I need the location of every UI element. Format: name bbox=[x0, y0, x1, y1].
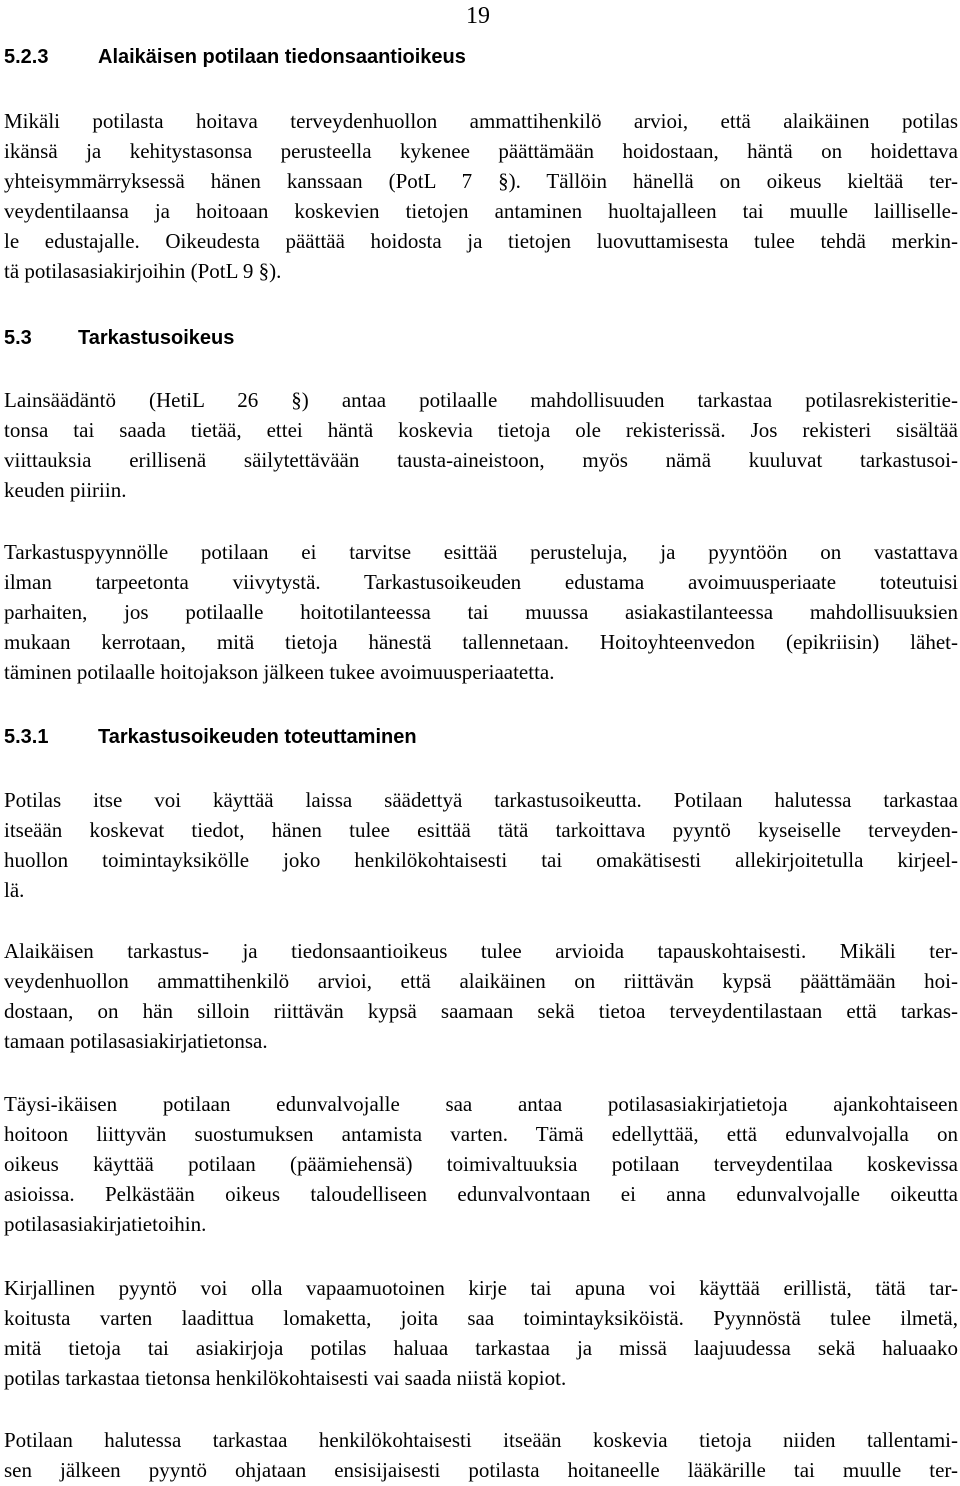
paragraph bbox=[4, 1089, 958, 1239]
text-line: Mikäli potilasta hoitava terveydenhuollon ammattihenkilö arvioi, että alaikäinen potilas bbox=[4, 109, 958, 133]
text-line: huollon toimintayksikölle joko henkilökohtaisesti tai omakätisesti allekirjoitetulla kirjeel- bbox=[4, 848, 958, 872]
text-line: veydenhuollon ammattihenkilö arvioi, että alaikäinen on riittävän kypsä päättämään hoi- bbox=[4, 969, 958, 993]
text-line: Potilas itse voi käyttää laissa säädettyä tarkastusoikeutta. Potilaan halutessa tarkastaa bbox=[4, 788, 958, 812]
section-heading-5-2-3 bbox=[4, 45, 466, 69]
paragraph bbox=[4, 936, 958, 1056]
text-line: le edustajalle. Oikeudesta päättää hoidosta ja tietojen luovuttamisesta tulee tehdä merkin- bbox=[4, 229, 958, 253]
section-number: 5.3 bbox=[4, 327, 32, 349]
text-line: Potilaan halutessa tarkastaa henkilökohtaisesti itseään koskevia tietoja niiden tallentami- bbox=[4, 1428, 958, 1452]
text-line: ilman tarpeetonta viivytystä. Tarkastusoikeuden edustama avoimuusperiaate toteutuisi bbox=[4, 570, 958, 594]
section-heading-5-3 bbox=[4, 326, 234, 350]
text-line: tamaan potilasasiakirjatietonsa. bbox=[4, 1029, 268, 1053]
text-line: viittauksia erillisenä säilytettävään tausta-aineistoon, myös nämä kuuluvat tarkastusoi- bbox=[4, 448, 958, 472]
page-number: 19 bbox=[466, 3, 490, 29]
text-line: lä. bbox=[4, 878, 25, 902]
text-line: tonsa tai saada tietää, ettei häntä koskevia tietoja ole rekisterissä. Jos rekisteri sisältää bbox=[4, 418, 958, 442]
paragraph bbox=[4, 385, 958, 505]
text-line: Täysi-ikäisen potilaan edunvalvojalle saa antaa potilasasiakirjatietoja ajankohtaiseen bbox=[4, 1092, 958, 1116]
text-line: tä potilasasiakirjoihin (PotL 9 §). bbox=[4, 259, 282, 283]
paragraph bbox=[4, 1273, 958, 1393]
text-line: Kirjallinen pyyntö voi olla vapaamuotoinen kirje tai apuna voi käyttää erillistä, tätä tar- bbox=[4, 1276, 958, 1300]
text-line: sen jälkeen pyyntö ohjataan ensisijaisesti potilasta hoitaneelle lääkärille tai muulle ter- bbox=[4, 1458, 958, 1482]
section-heading-5-3-1 bbox=[4, 725, 417, 749]
section-number: 5.3.1 bbox=[4, 726, 49, 748]
text-line: Lainsäädäntö (HetiL 26 §) antaa potilaalle mahdollisuuden tarkastaa potilasrekisteritie- bbox=[4, 388, 958, 412]
section-title: Tarkastusoikeus bbox=[78, 327, 235, 349]
text-line: asioissa. Pelkästään oikeus taloudelliseen edunvalvontaan ei anna edunvalvojalle oikeutta bbox=[4, 1182, 958, 1206]
paragraph bbox=[4, 785, 958, 905]
paragraph bbox=[4, 1425, 958, 1485]
text-line: mitä tietoja tai asiakirjoja potilas haluaa tarkastaa ja missä laajuudessa sekä haluaako bbox=[4, 1336, 958, 1360]
text-line: veydentilaansa ja hoitoaan koskevien tietojen antaminen huoltajalleen tai muulle lailliselle- bbox=[4, 199, 958, 223]
text-line: potilasasiakirjatietoihin. bbox=[4, 1212, 207, 1236]
text-line: potilas tarkastaa tietonsa henkilökohtaisesti vai saada niistä kopiot. bbox=[4, 1366, 567, 1390]
section-number: 5.2.3 bbox=[4, 46, 49, 68]
text-line: dostaan, on hän silloin riittävän kypsä saamaan sekä tietoa terveydentilastaan että tarkas- bbox=[4, 999, 958, 1023]
text-line: itseään koskevat tiedot, hänen tulee esittää tätä tarkoittava pyyntö kyseiselle terveyden- bbox=[4, 818, 958, 842]
section-title: Tarkastusoikeuden toteuttaminen bbox=[98, 726, 417, 748]
text-line: hoitoon liittyvän suostumuksen antamista varten. Tämä edellyttää, että edunvalvojalla on bbox=[4, 1122, 958, 1146]
text-line: ikänsä ja kehitystasonsa perusteella kykenee päättämään hoidostaan, häntä on hoidettava bbox=[4, 139, 958, 163]
text-line: koitusta varten laadittua lomaketta, joita saa toimintayksiköistä. Pyynnöstä tulee ilmetä, bbox=[4, 1306, 958, 1330]
paragraph bbox=[4, 537, 958, 687]
text-line: täminen potilaalle hoitojakson jälkeen tukee avoimuusperiaatetta. bbox=[4, 660, 555, 684]
text-line: oikeus käyttää potilaan (päämiehensä) toimivaltuuksia potilaan terveydentilaa koskevissa bbox=[4, 1152, 958, 1176]
section-title: Alaikäisen potilaan tiedonsaantioikeus bbox=[98, 46, 466, 68]
text-line: keuden piiriin. bbox=[4, 478, 127, 502]
text-line: mukaan kerrotaan, mitä tietoja hänestä tallennetaan. Hoitoyhteenvedon (epikriisin) lähet- bbox=[4, 630, 958, 654]
text-line: parhaiten, jos potilaalle hoitotilanteessa tai muussa asiakastilanteessa mahdollisuuksien bbox=[4, 600, 958, 624]
text-line: Alaikäisen tarkastus- ja tiedonsaantioikeus tulee arvioida tapauskohtaisesti. Mikäli ter- bbox=[4, 939, 958, 963]
text-line: Tarkastuspyynnölle potilaan ei tarvitse esittää perusteluja, ja pyyntöön on vastattava bbox=[4, 540, 958, 564]
text-line: yhteisymmärryksessä hänen kanssaan (PotL 7 §). Tällöin hänellä on oikeus kieltää ter- bbox=[4, 169, 958, 193]
paragraph bbox=[4, 106, 958, 286]
